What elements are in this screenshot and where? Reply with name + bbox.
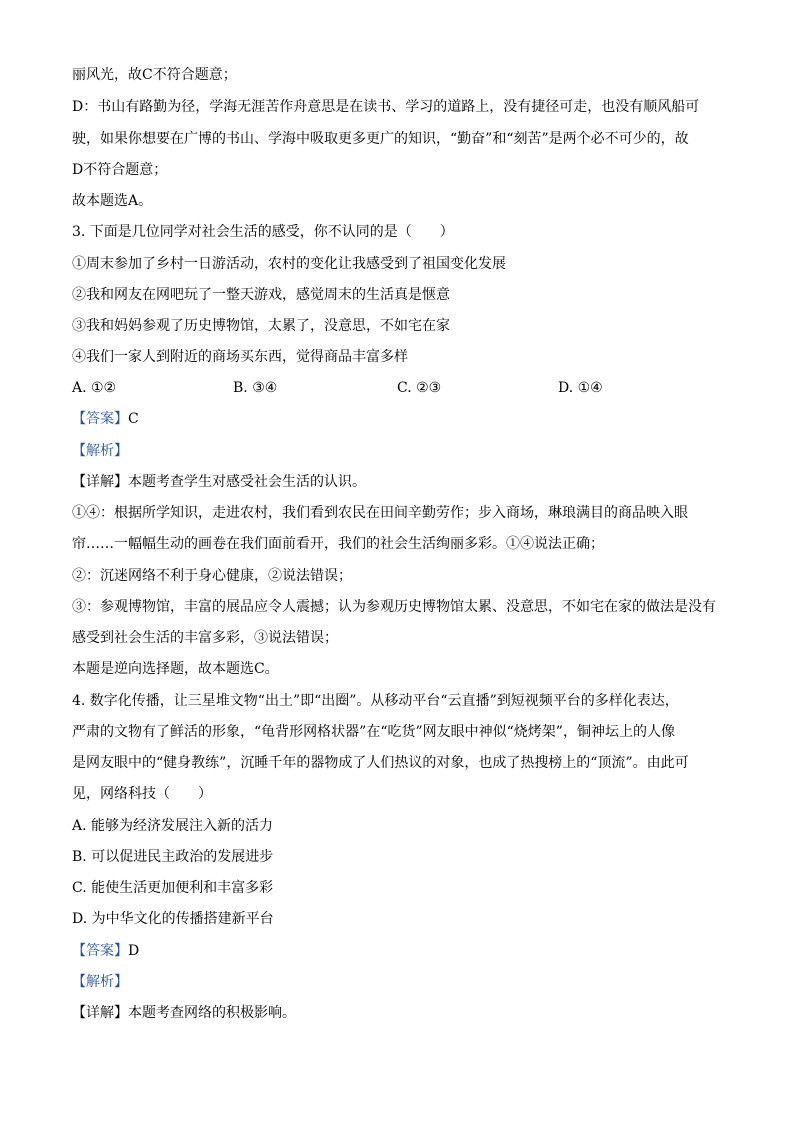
option-c: C. 能使生活更加便利和丰富多彩: [72, 880, 274, 896]
question-4-stem-line: 是网友眼中的“健身教练”，沉睡千年的器物成了人们热议的对象，也成了热搜榜上的“顶流”。由此可: [72, 755, 689, 771]
prev-text-line: D：书山有路勤为径，学海无涯苦作舟意思是在读书、学习的道路上，没有捷径可走，也没有顺风船可: [72, 99, 700, 115]
question-3-stem: 3. 下面是几位同学对社会生活的感受，你不认同的是（ ）: [72, 224, 454, 240]
answer-label: 【答案】: [72, 411, 128, 427]
question-3-options: [72, 378, 722, 398]
explanation-line: 感受到社会生活的丰富多彩，③说法错误；: [72, 630, 338, 646]
option-a: A. 能够为经济发展注入新的活力: [72, 818, 274, 834]
option-a: A. ①②: [72, 380, 117, 396]
explanation-line: ③：参观博物馆，丰富的展品应令人震撼；认为参观历史博物馆太累、没意思，不如宅在家的做法是没有: [72, 599, 716, 615]
prev-text-line: 故本题选A。: [72, 193, 153, 209]
question-3-answer: [72, 409, 722, 429]
option-d: D. 为中华文化的传播搭建新平台: [72, 911, 274, 927]
answer-value: D: [128, 943, 140, 959]
question-3-statement: ④我们一家人到附近的商场买东西，觉得商品丰富多样: [72, 349, 408, 365]
option-b: B. ③④: [233, 380, 278, 396]
question-3-statement: ③我和妈妈参观了历史博物馆，太累了，没意思，不如宅在家: [72, 318, 450, 334]
answer-label: 【答案】: [72, 943, 128, 959]
detail-text: 本题考查网络的积极影响。: [128, 1005, 296, 1021]
question-4-stem-line: 见，网络科技（ ）: [72, 786, 212, 802]
detail-text: 本题考查学生对感受社会生活的认识。: [128, 474, 366, 490]
analysis-label: 【解析】: [72, 443, 128, 459]
explanation-conclusion: 本题是逆向选择题，故本题选C。: [72, 661, 279, 677]
option-d: D. ①④: [558, 380, 603, 396]
question-3-statement: ②我和网友在网吧玩了一整天游戏，感觉周末的生活真是惬意: [72, 287, 450, 303]
analysis-label: 【解析】: [72, 974, 128, 990]
explanation-line: 帘……一幅幅生动的画卷在我们面前看开，我们的社会生活绚丽多彩。①④说法正确；: [72, 536, 604, 552]
option-b: B. 可以促进民主政治的发展进步: [72, 849, 274, 865]
prev-text-line: 驶，如果你想要在广博的书山、学海中吸取更多更广的知识，“勤奋”和“刻苦”是两个必不可少的，故: [72, 131, 689, 147]
question-3-statement: ①周末参加了乡村一日游活动，农村的变化让我感受到了祖国变化发展: [72, 256, 506, 272]
question-3-analysis-heading: [72, 441, 722, 461]
prev-text-line: 丽风光，故C不符合题意；: [72, 67, 237, 83]
question-4-answer: [72, 941, 722, 961]
question-4-detail: [72, 1003, 722, 1023]
explanation-line: ②：沉迷网络不利于身心健康，②说法错误；: [72, 568, 352, 584]
question-4-stem-line: 4. 数字化传播，让三星堆文物“出土”即“出圈”。从移动平台“云直播”到短视频平台的多样化表达，: [72, 693, 679, 709]
option-c: C. ②③: [397, 380, 442, 396]
prev-text-line: D不符合题意；: [72, 162, 168, 178]
answer-value: C: [128, 411, 139, 427]
question-4-stem-line: 严肃的文物有了鲜活的形象，“龟背形网格状器”在“吃货”网友眼中神似“烧烤架”，铜神坛上的人像: [72, 724, 675, 740]
question-4-analysis-heading: [72, 972, 722, 992]
detail-label: 【详解】: [72, 474, 128, 490]
explanation-line: ①④：根据所学知识，走进农村，我们看到农民在田间辛勤劳作；步入商场，琳琅满目的商品映入眼: [72, 505, 688, 521]
question-3-detail: [72, 472, 722, 492]
detail-label: 【详解】: [72, 1005, 128, 1021]
